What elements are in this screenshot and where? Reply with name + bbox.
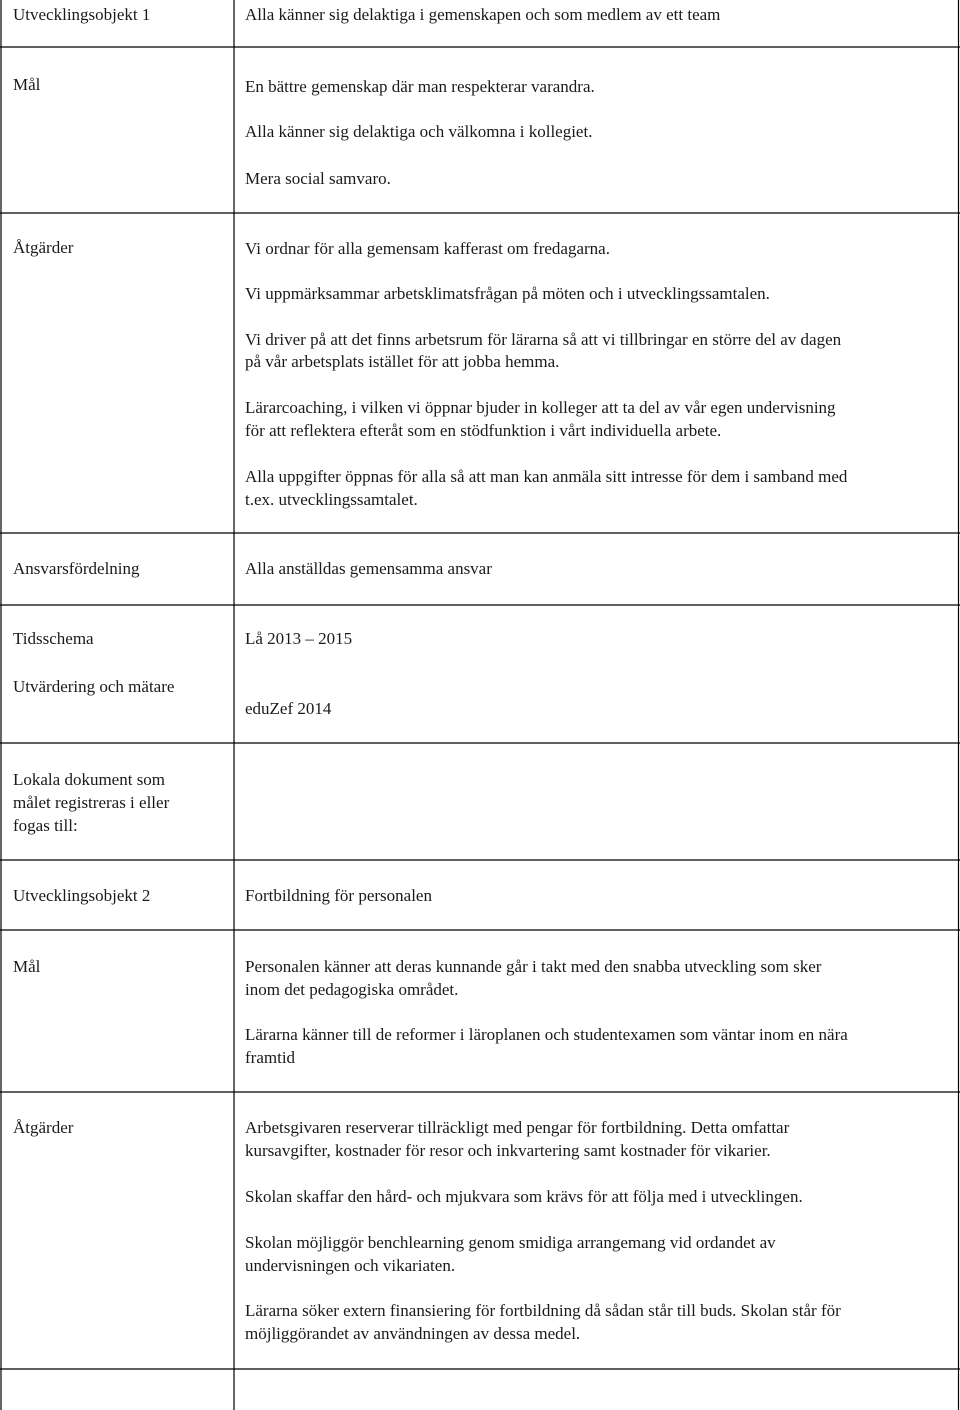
lokala-line-1: Lokala dokument som (13, 770, 166, 789)
row-value-tidsschema: Lå 2013 – 2015 (245, 629, 353, 648)
row-value-utvecklingsobjekt-2: Fortbildning för personalen (245, 886, 432, 905)
row-label-utvecklingsobjekt-1: Utvecklingsobjekt 1 (13, 5, 151, 24)
atgarder2-item-3-line-1: Skolan möjliggör benchlearning genom smidiga arrangemang vid ordandet av (245, 1233, 776, 1252)
row-label-mal-2: Mål (13, 957, 41, 976)
row-label-tidsschema: Tidsschema (13, 629, 94, 648)
mal1-line-2: Alla känner sig delaktiga och välkomna i kollegiet. (245, 122, 593, 141)
atgarder2-item-1-line-2: kursavgifter, kostnader för resor och inkvartering samt kostnader för vikarier. (245, 1141, 771, 1160)
row-label-atgarder-1: Åtgärder (13, 238, 74, 257)
atgarder2-item-4-line-2: möjliggörandet av användningen av dessa medel. (245, 1324, 581, 1343)
atgarder1-item-4-line-1: Lärarcoaching, i vilken vi öppnar bjuder in kolleger att ta del av vår egen undervisning (245, 398, 836, 417)
atgarder1-item-2: Vi uppmärksammar arbetsklimatsfrågan på möten och i utvecklingssamtalen. (245, 284, 770, 303)
mal2-item-2-line-2: framtid (245, 1048, 296, 1067)
mal1-line-1: En bättre gemenskap där man respekterar varandra. (245, 77, 595, 96)
atgarder2-item-3-line-2: undervisningen och vikariaten. (245, 1256, 456, 1275)
row-value-utvecklingsobjekt-1: Alla känner sig delaktiga i gemenskapen och som medlem av ett team (245, 5, 721, 24)
mal2-item-2-line-1: Lärarna känner till de reformer i läroplanen och studentexamen som väntar inom en nära (245, 1025, 848, 1044)
row-label-utvecklingsobjekt-2: Utvecklingsobjekt 2 (13, 886, 151, 905)
atgarder1-item-5-line-2: t.ex. utvecklingssamtalet. (245, 490, 418, 509)
row-value-utvardering: eduZef 2014 (245, 699, 332, 718)
row-label-atgarder-2: Åtgärder (13, 1118, 74, 1137)
mal1-line-3: Mera social samvaro. (245, 169, 391, 188)
row-label-ansvarsfordelning: Ansvarsfördelning (13, 559, 140, 578)
atgarder1-item-3-line-1: Vi driver på att det finns arbetsrum för lärarna så att vi tillbringar en större del av dagen (245, 330, 842, 349)
mal2-item-1-line-2: inom det pedagogiska området. (245, 980, 459, 999)
mal2-item-1-line-1: Personalen känner att deras kunnande går i takt med den snabba utveckling som sker (245, 957, 822, 976)
atgarder1-item-4-line-2: för att reflektera efteråt som en stödfunktion i vårt individuella arbete. (245, 421, 722, 440)
atgarder1-item-1: Vi ordnar för alla gemensam kafferast om fredagarna. (245, 239, 610, 258)
atgarder1-item-3-line-2: på vår arbetsplats istället för att jobba hemma. (245, 352, 560, 371)
atgarder1-item-5-line-1: Alla uppgifter öppnas för alla så att man kan anmäla sitt intresse för dem i samband med (245, 467, 848, 486)
atgarder2-item-1-line-1: Arbetsgivaren reserverar tillräckligt med pengar för fortbildning. Detta omfattar (245, 1118, 790, 1137)
lokala-line-2: målet registreras i eller (13, 793, 170, 812)
lokala-line-3: fogas till: (13, 816, 78, 835)
atgarder2-item-2: Skolan skaffar den hård- och mjukvara som krävs för att följa med i utvecklingen. (245, 1187, 803, 1206)
row-value-ansvarsfordelning: Alla anställdas gemensamma ansvar (245, 559, 492, 578)
atgarder2-item-4-line-1: Lärarna söker extern finansiering för fortbildning då sådan står till buds. Skolan står för (245, 1301, 841, 1320)
row-label-utvardering: Utvärdering och mätare (13, 677, 175, 696)
row-label-mal-1: Mål (13, 75, 41, 94)
